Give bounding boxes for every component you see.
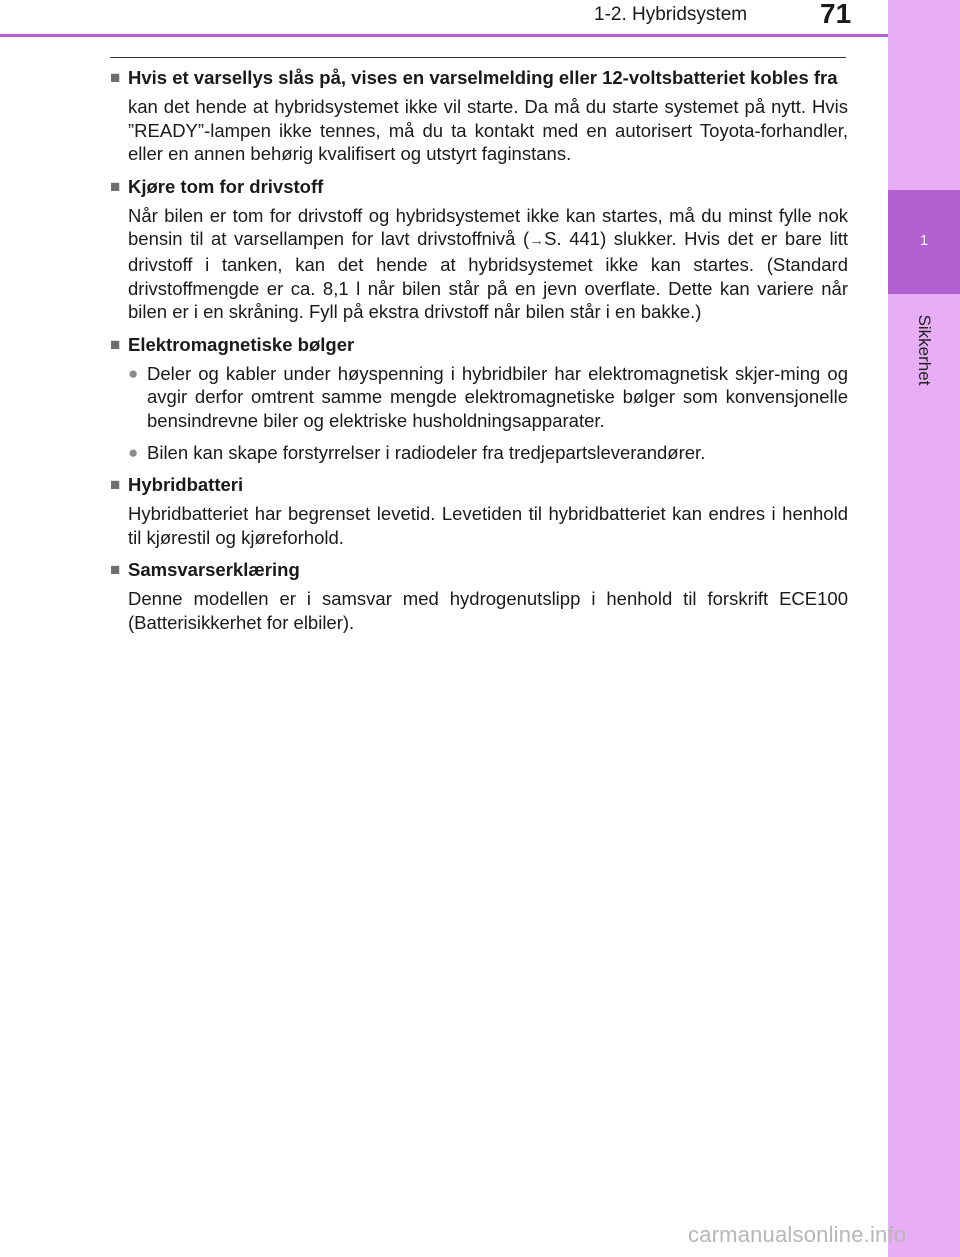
side-band xyxy=(888,0,960,1257)
header-section-title: 1-2. Hybridsystem xyxy=(594,4,748,25)
section-heading xyxy=(110,66,848,90)
list-item-text: Deler og kabler under høyspenning i hybridbiler har elektromagnetisk skjer-ming og avgir derfor omtrent samme mengde elektromagnetiske bølger som konvensjonelle bensindrevne biler og elektriske husholdningsapparater. xyxy=(147,362,848,431)
square-bullet-icon: ■ xyxy=(110,475,121,495)
section-title: Hybridbatteri xyxy=(128,474,244,496)
section-electromagnetic-waves xyxy=(110,333,848,464)
square-bullet-icon: ■ xyxy=(110,176,121,196)
arrow-reference-icon: → xyxy=(529,232,545,250)
chapter-tab-label: Sikkerhet xyxy=(915,314,934,386)
section-title: Samsvarserklæring xyxy=(128,559,300,581)
content-top-rule xyxy=(110,57,846,58)
section-title: Elektromagnetiske bølger xyxy=(128,333,355,355)
body-text-part: Når bilen er tom for drivstoff og hybridsystemet ikke kan startes, må du minst fylle nok bensin til at varsellampen for lavt drivstoffnivå ( xyxy=(128,204,848,250)
round-bullet-icon: ● xyxy=(128,442,139,462)
section-heading xyxy=(110,473,848,497)
section-body: Hybridbatteriet har begrenset levetid. Levetiden til hybridbatteriet kan endres i henhold til kjørestil og kjøreforhold. xyxy=(128,503,848,548)
section-heading xyxy=(110,175,848,199)
section-body: Denne modellen er i samsvar med hydrogenutslipp i henhold til forskrift ECE100 (Batterisikkerhet for elbiler). xyxy=(128,588,848,633)
square-bullet-icon: ■ xyxy=(110,334,121,354)
section-heading xyxy=(110,558,848,582)
watermark: carmanualsonline.info xyxy=(688,1222,907,1247)
list-item xyxy=(128,362,848,433)
section-body xyxy=(128,204,848,324)
chapter-tab-number: 1 xyxy=(919,232,929,249)
section-body: kan det hende at hybridsystemet ikke vil starte. Da må du starte systemet på nytt. Hvis ”READY”-lampen ikke tennes, må du ta kontakt med en autorisert Toyota-forhandler, eller en annen behørig kvalifisert og utstyrt faginstans. xyxy=(128,96,848,165)
list-item xyxy=(128,441,848,465)
body-text-part: S. 441) slukker. Hvis det er bare litt drivstoff i tanken, kan det hende at hybridsystemet ikke kan startes. (Standard drivstoffmengde er ca. 8,1 l når bilen står på en jevn overflate. Dette kan variere når bilen er i en skråning. Fyll på ekstra drivstoff når bilen står i en bakke.) xyxy=(128,228,848,323)
section-heading xyxy=(110,333,848,357)
section-title: Kjøre tom for drivstoff xyxy=(128,175,324,197)
section-title: Hvis et varsellys slås på, vises en varselmelding eller 12-voltsbatteriet kobles fra xyxy=(128,67,838,88)
section-out-of-fuel xyxy=(110,175,848,324)
section-declaration-of-conformity xyxy=(110,558,848,634)
square-bullet-icon: ■ xyxy=(110,560,121,580)
page-number: 71 xyxy=(820,0,852,29)
list-item-text: Bilen kan skape forstyrrelser i radiodeler fra tredjepartsleverandører. xyxy=(147,441,706,463)
header-rule xyxy=(0,34,888,37)
section-warning-light xyxy=(110,66,848,166)
round-bullet-icon: ● xyxy=(128,363,139,383)
page-content xyxy=(110,66,848,644)
square-bullet-icon: ■ xyxy=(110,68,121,87)
section-hybrid-battery xyxy=(110,473,848,549)
